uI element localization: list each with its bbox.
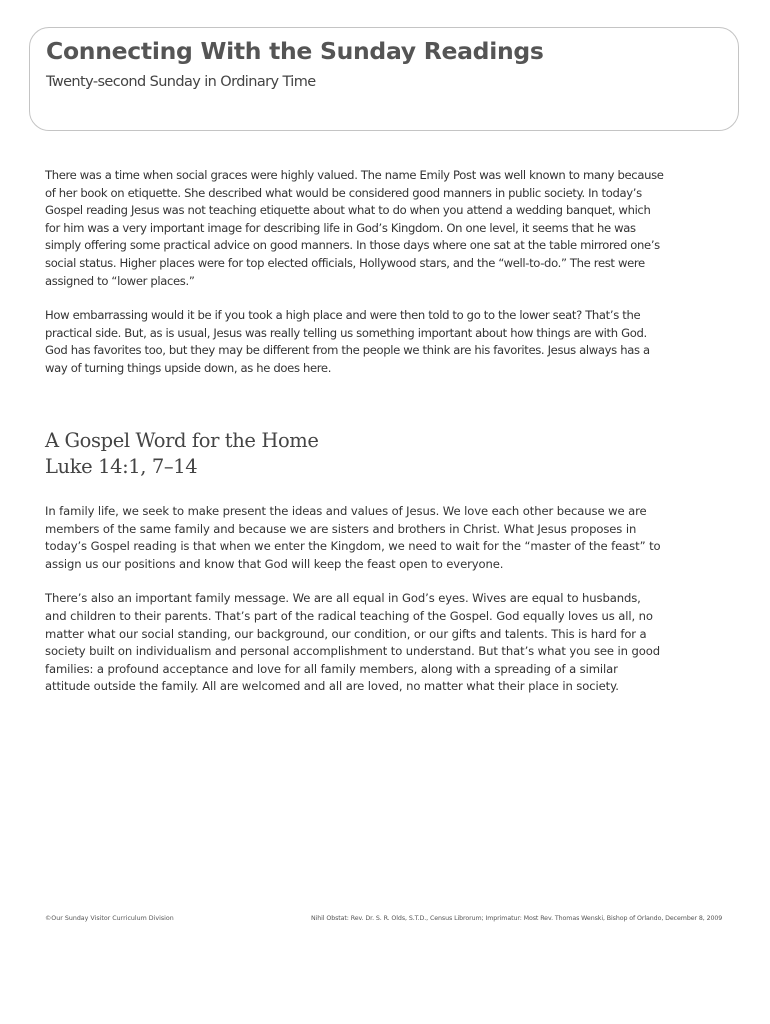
intro-section xyxy=(45,167,665,378)
gospel-paragraph-1: In family life, we seek to make present the ideas and values of Jesus. We love each other because we are members of the same family and because we are sisters and brothers in Christ. What Jesus proposes in today’s Gospel reading is that when we enter the Kingdom, we need to wait for the “master of the feast” to assign us our positions and know that God will keep the feast open to everyone. xyxy=(45,504,661,571)
gospel-paragraph-2: There’s also an important family message. We are all equal in God’s eyes. Wives are equal to husbands, and children to their parents. That’s part of the radical teaching of the Gospel. God equally loves us all, no matter what our social standing, our background, our condition, or our gifts and talents. This is hard for a society built on individualism and personal accomplishment to understand. But that’s what you see in good families: a profound acceptance and love for all family members, along with a spreading of a similar attitude outside the family. All are welcomed and all are loved, no matter what their place in society. xyxy=(45,591,660,694)
footer-imprimatur: Nihil Obstat: Rev. Dr. S. R. Olds, S.T.D., Census Librorum; Imprimatur: Most Rev. Thomas Wenski, Bishop of Orlando, December 8, 2009 xyxy=(311,915,723,922)
gospel-section xyxy=(45,503,665,696)
footer-copyright: ©Our Sunday Visitor Curriculum Division xyxy=(45,915,174,922)
gospel-heading-title: A Gospel Word for the Home xyxy=(45,429,319,452)
intro-paragraph-2: How embarrassing would it be if you took a high place and were then told to go to the lower seat? That’s the practical side. But, as is usual, Jesus was really telling us something important about how things are with God. God has favorites too, but they may be different from the people we think are his favorites. Jesus always has a way of turning things upside down, as he does here. xyxy=(45,308,650,375)
gospel-heading-reference: Luke 14:1, 7–14 xyxy=(45,455,198,478)
intro-paragraph-1: There was a time when social graces were highly valued. The name Emily Post was well known to many because of her book on etiquette. She described what would be considered good manners in public society. In today’s Gospel reading Jesus was not teaching etiquette about what to do when you attend a wedding banquet, which for him was a very important image for describing life in God’s Kingdom. On one level, it seems that he was simply offering some practical advice on good manners. In those days where one sat at the table mirrored one’s social status. Higher places were for top elected officials, Hollywood stars, and the “well-to-do.” The rest were assigned to “lower places.” xyxy=(45,168,664,288)
gospel-heading xyxy=(45,428,319,480)
page-title: Connecting With the Sunday Readings xyxy=(46,37,544,65)
page-subtitle: Twenty-second Sunday in Ordinary Time xyxy=(46,74,316,90)
header-box xyxy=(29,27,739,131)
